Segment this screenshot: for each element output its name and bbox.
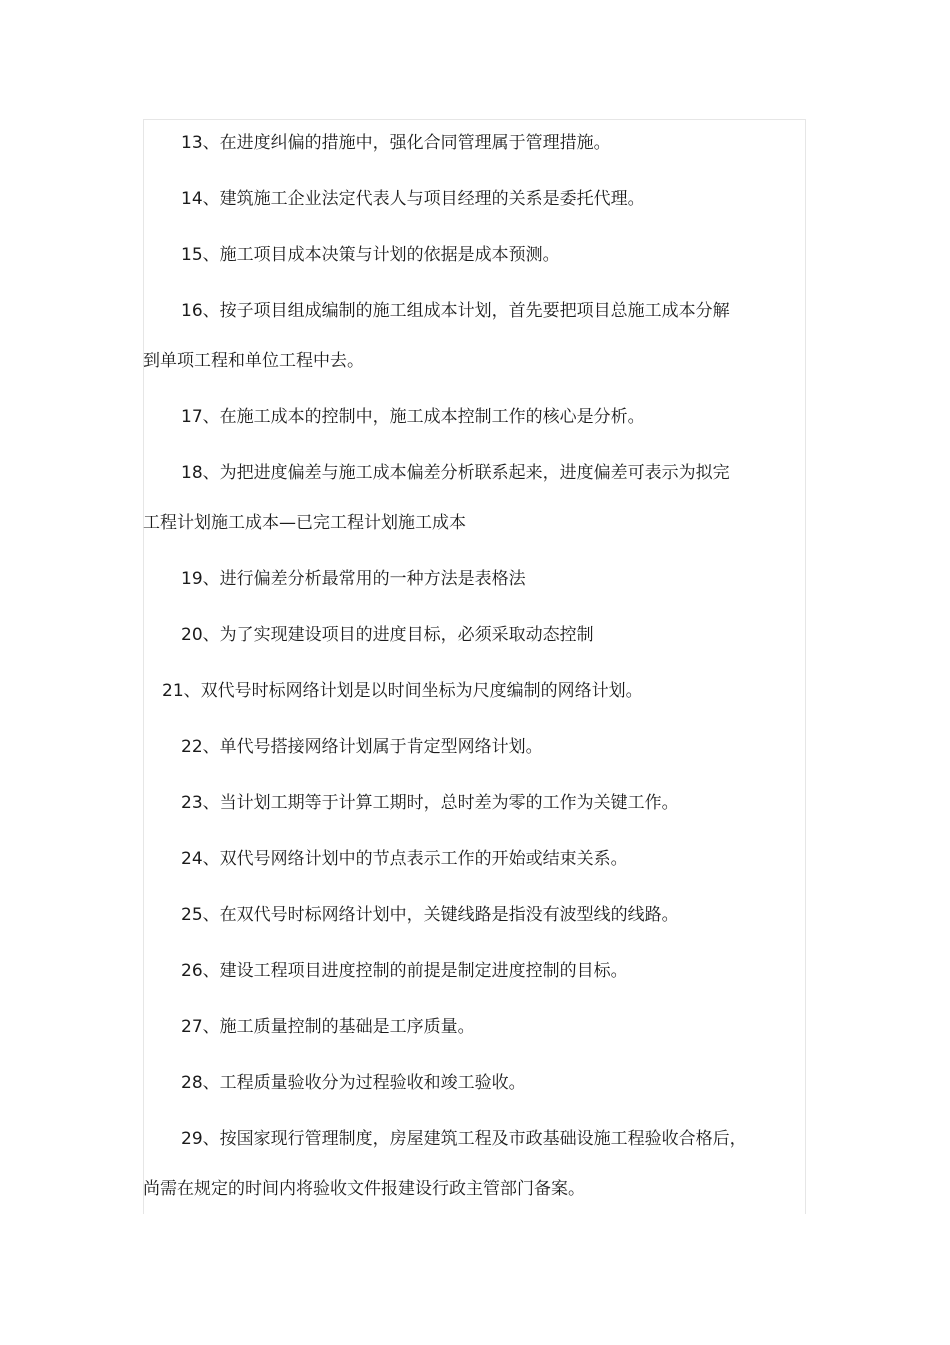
list-item-line: 29、按国家现行管理制度，房屋建筑工程及市政基础设施工程验收合格后， <box>181 1129 747 1149</box>
list-item: 22、单代号搭接网络计划属于肯定型网络计划。 <box>181 737 543 757</box>
list-item: 26、建设工程项目进度控制的前提是制定进度控制的目标。 <box>181 961 628 981</box>
list-item: 21、双代号时标网络计划是以时间坐标为尺度编制的网络计划。 <box>162 681 643 701</box>
list-item: 23、当计划工期等于计算工期时，总时差为零的工作为关键工作。 <box>181 793 679 813</box>
list-item <box>143 295 783 377</box>
list-item-line: 18、为把进度偏差与施工成本偏差分析联系起来，进度偏差可表示为拟完 <box>181 463 730 483</box>
list-item: 27、施工质量控制的基础是工序质量。 <box>181 1017 475 1037</box>
list-item-line: 16、按子项目组成编制的施工组成本计划，首先要把项目总施工成本分解 <box>181 301 730 321</box>
list-item-line: 尚需在规定的时间内将验收文件报建设行政主管部门备案。 <box>143 1179 585 1199</box>
list-item: 28、工程质量验收分为过程验收和竣工验收。 <box>181 1073 526 1093</box>
list-item <box>143 1123 783 1205</box>
list-item: 25、在双代号时标网络计划中，关键线路是指没有波型线的线路。 <box>181 905 679 925</box>
list-item-line: 工程计划施工成本—已完工程计划施工成本 <box>143 513 466 533</box>
list-item: 24、双代号网络计划中的节点表示工作的开始或结束关系。 <box>181 849 628 869</box>
list-item: 14、建筑施工企业法定代表人与项目经理的关系是委托代理。 <box>181 189 645 209</box>
list-item: 19、进行偏差分析最常用的一种方法是表格法 <box>181 569 526 589</box>
list-item <box>143 457 783 539</box>
document-body <box>143 127 783 1229</box>
list-item: 20、为了实现建设项目的进度目标，必须采取动态控制 <box>181 625 594 645</box>
list-item: 13、在进度纠偏的措施中，强化合同管理属于管理措施。 <box>181 133 611 153</box>
list-item: 17、在施工成本的控制中，施工成本控制工作的核心是分析。 <box>181 407 645 427</box>
list-item-line: 到单项工程和单位工程中去。 <box>143 351 364 371</box>
list-item: 15、施工项目成本决策与计划的依据是成本预测。 <box>181 245 560 265</box>
